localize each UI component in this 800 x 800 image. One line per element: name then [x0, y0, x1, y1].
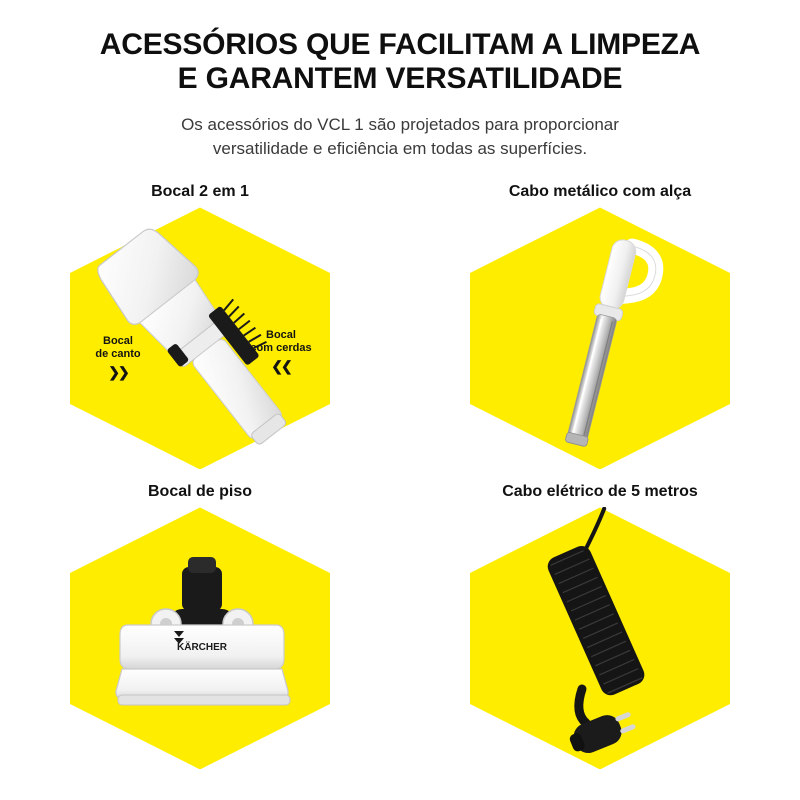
page-title-line-1: ACESSÓRIOS QUE FACILITAM A LIMPEZA: [99, 28, 701, 61]
label-bocal-de-canto: [76, 335, 160, 380]
accessory-image-crevice-brush: [70, 207, 330, 469]
page-subtitle: [120, 113, 680, 161]
chevron-left-icon: ❮❮: [271, 358, 291, 375]
accessory-grid: [0, 183, 800, 783]
power-cord-icon: [470, 507, 730, 769]
header: [0, 0, 800, 161]
label-line-1: Bocal: [266, 329, 296, 342]
page-title: [80, 28, 720, 95]
accessory-card-floor-nozzle: [0, 483, 400, 783]
accessory-card-metal-wand: [400, 183, 800, 483]
accessory-title: Cabo elétrico de 5 metros: [502, 483, 698, 501]
accessory-image-floor-nozzle: [70, 507, 330, 769]
floor-nozzle-icon: [70, 507, 330, 769]
accessory-title: Bocal 2 em 1: [151, 183, 249, 201]
label-line-2: com cerdas: [250, 342, 312, 355]
label-line-1: Bocal: [103, 335, 133, 348]
page-title-line-2: E GARANTEM VERSATILIDADE: [177, 61, 623, 95]
metal-wand-handle-icon: [470, 207, 730, 469]
label-bocal-com-cerdas: [238, 329, 324, 374]
label-line-2: de canto: [95, 348, 141, 361]
accessory-title: Bocal de piso: [147, 483, 253, 501]
chevron-right-icon: ❯❯: [108, 364, 128, 381]
accessory-image-metal-wand: [470, 207, 730, 469]
brand-label: KÄRCHER: [177, 642, 227, 654]
accessory-image-power-cord: [470, 507, 730, 769]
page-subtitle-line-1: Os acessórios do VCL 1 são projetados para proporcionar: [181, 115, 619, 135]
page-subtitle-line-2: versatilidade e eficiência em todas as superfícies.: [212, 139, 588, 159]
accessory-card-crevice-brush: [0, 183, 400, 483]
accessory-card-power-cord: [400, 483, 800, 783]
accessory-title: Cabo metálico com alça: [508, 183, 692, 201]
